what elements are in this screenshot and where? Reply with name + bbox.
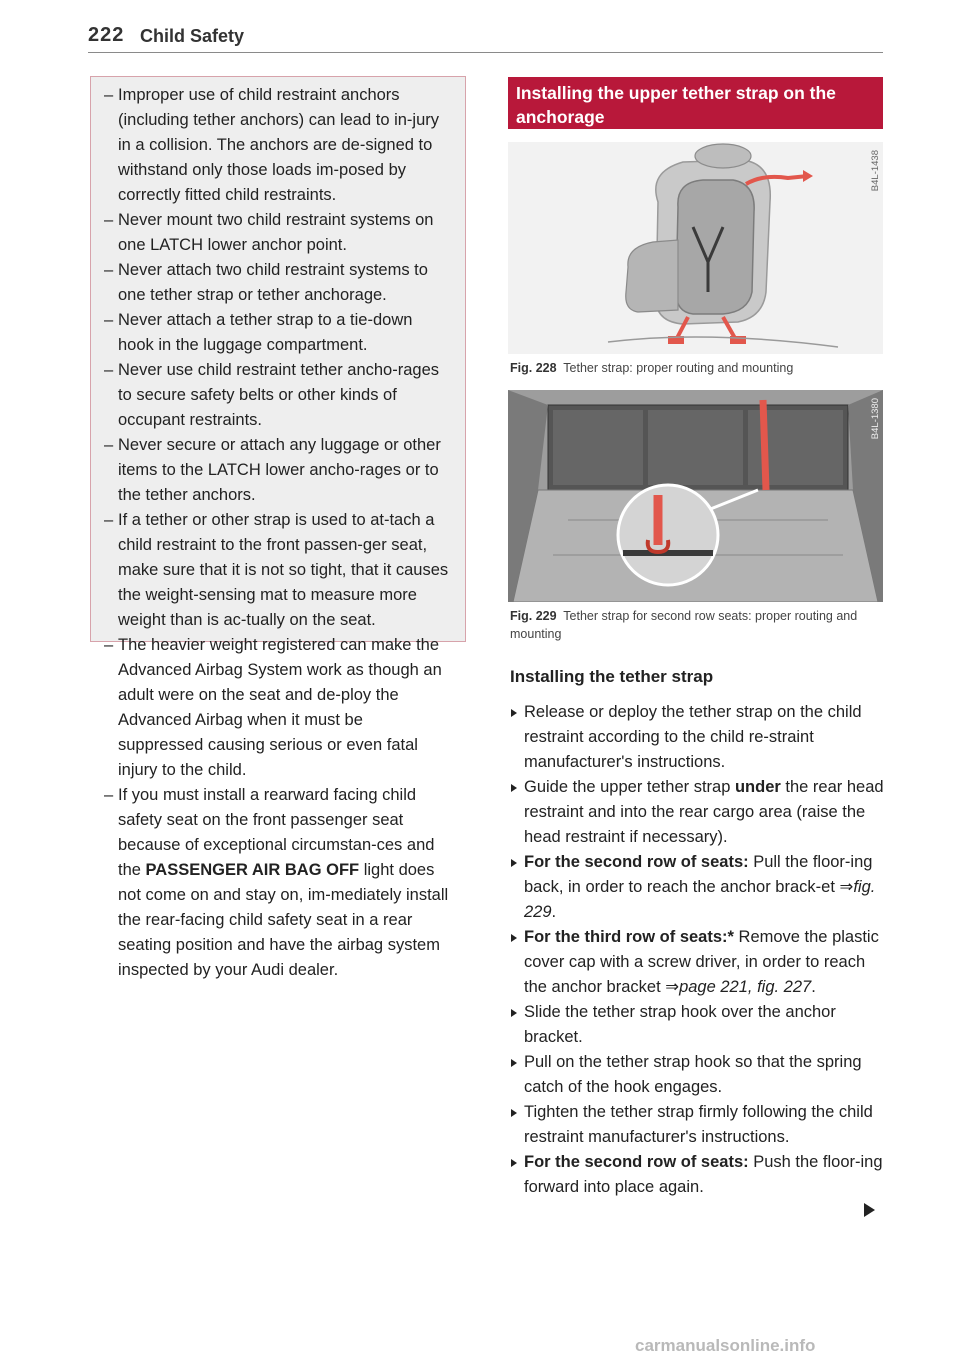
step-item: Tighten the tether strap firmly following the child restraint manufacturer's instructions.: [508, 1100, 888, 1150]
page-reference-link[interactable]: ⇒page 221, fig. 227: [665, 978, 812, 996]
warning-item: – If you must install a rearward facing child safety seat on the front passenger seat because of exceptional circumstan-ces and the PASSENGER AIR BAG OFF light does not come on and stay on, im-mediately install the rear-facing child safety seat in a rear seating position and have the airbag system inspected by your Audi dealer.: [91, 783, 465, 983]
step-item: For the second row of seats: Pull the floor-ing back, in order to reach the anchor brack-et ⇒fig. 229.: [508, 850, 888, 925]
figure-caption: Fig. 229 Tether strap for second row seats: proper routing and mounting: [510, 609, 858, 641]
step-item: Guide the upper tether strap under the rear head restraint and into the rear cargo area (raise the head restraint if necessary).: [508, 775, 888, 850]
figure-reference-link[interactable]: ⇒fig. 229: [524, 878, 876, 921]
warning-box: [90, 76, 466, 979]
watermark: carmanualsonline.info: [635, 1336, 816, 1355]
warning-item: – If a tether or other strap is used to at-tach a child restraint to the front passen-ger seat, make sure that it is not so tight, that it causes the weight-sensing mat to measure more weight than is ac-tually on the seat.: [91, 508, 465, 633]
cargo-area-illustration: [508, 390, 883, 602]
warning-item: – Never use child restraint tether ancho-rages to secure safety belts or other kinds of occupant restraints.: [91, 358, 465, 433]
figure-caption: Fig. 228 Tether strap: proper routing and mounting: [510, 361, 794, 375]
page-number: 222: [88, 24, 125, 46]
subheading: Installing the tether strap: [510, 667, 714, 686]
figure-label: Fig. 229: [510, 609, 557, 623]
figure-label: Fig. 228: [510, 361, 557, 375]
figure-code: B4L-1438: [870, 150, 881, 192]
warning-item: – Never attach two child restraint systems to one tether strap or tether anchorage.: [91, 258, 465, 308]
section-heading: Installing the upper tether strap on the anchorage: [508, 77, 883, 129]
warning-list: [91, 77, 465, 983]
step-item: Slide the tether strap hook over the anchor bracket.: [508, 1000, 888, 1050]
warning-bold-label: PASSENGER AIR BAG OFF: [145, 861, 360, 879]
instruction-steps: [508, 700, 888, 1200]
figure-229: [508, 390, 883, 602]
child-seat-illustration: [508, 142, 883, 354]
warning-item: – Never mount two child restraint systems on one LATCH lower anchor point.: [91, 208, 465, 258]
figure-228: [508, 142, 883, 354]
warning-item: – The heavier weight registered can make the Advanced Airbag System work as though an adult were on the seat and de-ploy the Advanced Airbag when it must be suppressed causing serious or even fatal injury to the child.: [91, 633, 465, 783]
warning-item: – Improper use of child restraint anchors (including tether anchors) can lead to in-jury in a collision. The anchors are de-signed to withstand only those loads im-posed by correctly fitted child restraints.: [91, 83, 465, 208]
step-item: For the second row of seats: Push the floor-ing forward into place again.: [508, 1150, 888, 1200]
page-header: [88, 22, 883, 53]
step-item: For the third row of seats:* Remove the plastic cover cap with a screw driver, in order to reach the anchor bracket ⇒page 221, fig. 227.: [508, 925, 888, 1000]
warning-item: – Never attach a tether strap to a tie-down hook in the luggage compartment.: [91, 308, 465, 358]
warning-item: – Never secure or attach any luggage or other items to the LATCH lower ancho-rages or to the tether anchors.: [91, 433, 465, 508]
step-item: Pull on the tether strap hook so that the spring catch of the hook engages.: [508, 1050, 888, 1100]
section-title: Child Safety: [140, 26, 245, 46]
figure-code: B4L-1380: [870, 398, 881, 440]
continue-arrow-icon: [864, 1203, 875, 1217]
step-item: Release or deploy the tether strap on the child restraint according to the child re-straint manufacturer's instructions.: [508, 700, 888, 775]
